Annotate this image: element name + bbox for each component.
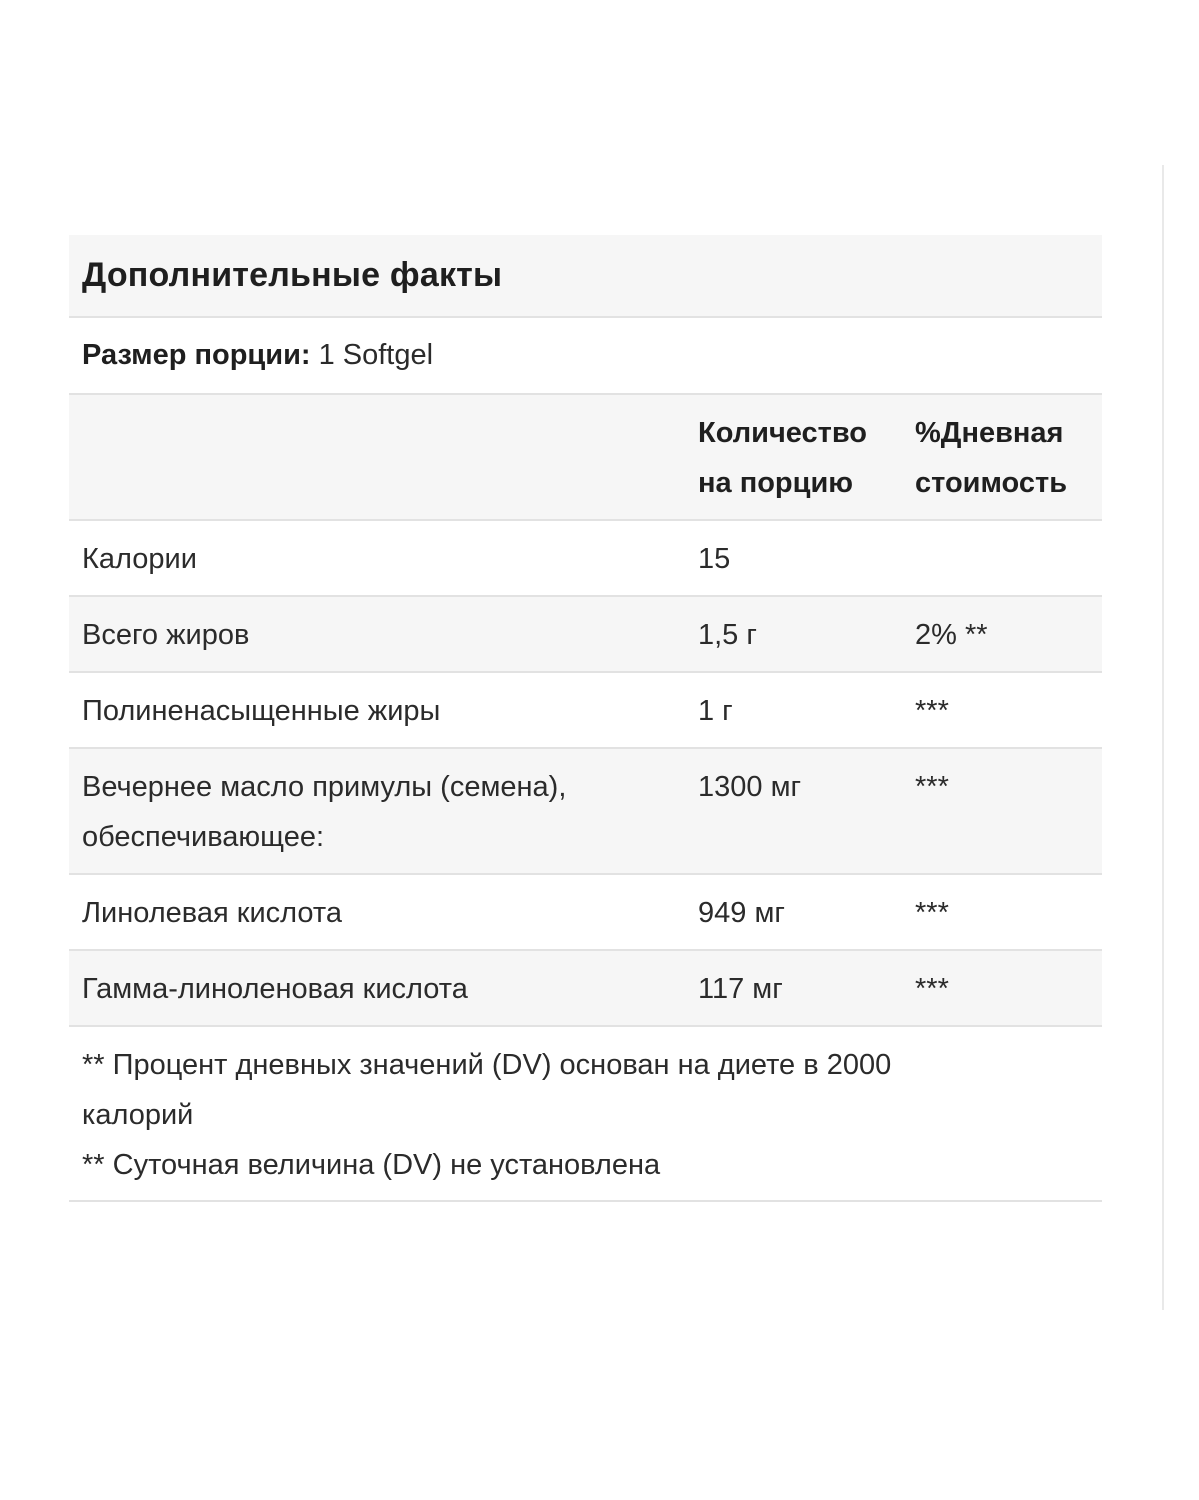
serving-size-value: 1 Softgel xyxy=(318,339,434,371)
row-name: Полиненасыщенные жиры xyxy=(82,695,441,727)
serving-size-label: Размер порции: xyxy=(82,339,311,371)
row-name: Линолевая кислота xyxy=(82,897,342,929)
header-amount-cell xyxy=(685,408,902,519)
footnote-dv-not-established: ** Суточная величина (DV) не установлена xyxy=(82,1149,661,1181)
table-row-linoleic-acid xyxy=(69,875,1102,951)
right-divider xyxy=(1162,165,1164,1310)
row-amount: 949 мг xyxy=(698,897,785,929)
row-name-line2: обеспечивающее: xyxy=(82,821,325,853)
serving-size xyxy=(69,318,1102,395)
header-name-cell xyxy=(69,408,685,519)
facts-title: Дополнительные факты xyxy=(82,256,503,294)
row-name xyxy=(69,762,685,873)
row-dv: 2% ** xyxy=(915,619,988,651)
row-name: Всего жиров xyxy=(82,619,250,651)
row-name: Гамма-линоленовая кислота xyxy=(82,973,468,1005)
table-row-polyunsaturated-fat xyxy=(69,673,1102,749)
table-row-calories xyxy=(69,521,1102,597)
supplement-facts-panel xyxy=(69,235,1102,1202)
header-amount-line2: на порцию xyxy=(698,467,854,499)
footnote-daily-value-basis: ** Процент дневных значений (DV) основан на диете в 2000 калорий xyxy=(82,1049,892,1131)
footnotes xyxy=(69,1027,1102,1202)
header-dv-line1: %Дневная xyxy=(915,417,1064,449)
row-amount: 1 г xyxy=(698,695,733,727)
row-amount: 117 мг xyxy=(698,973,783,1005)
row-amount: 15 xyxy=(698,543,731,575)
row-dv xyxy=(902,534,1102,595)
table-header-row xyxy=(69,395,1102,521)
row-dv: *** xyxy=(915,897,949,929)
table-row-gamma-linolenic-acid xyxy=(69,951,1102,1027)
facts-title-bar xyxy=(69,235,1102,318)
header-amount-line1: Количество xyxy=(698,417,868,449)
row-amount: 1300 мг xyxy=(698,771,802,803)
row-name-line1: Вечернее масло примулы (семена), xyxy=(82,771,567,803)
row-dv: *** xyxy=(915,695,949,727)
row-name: Калории xyxy=(82,543,197,575)
header-dv-line2: стоимость xyxy=(915,467,1068,499)
header-dv-cell xyxy=(902,408,1102,519)
table-row-total-fat xyxy=(69,597,1102,673)
row-amount: 1,5 г xyxy=(698,619,757,651)
row-dv: *** xyxy=(915,973,949,1005)
row-dv: *** xyxy=(915,771,949,803)
table-row-evening-primrose-oil xyxy=(69,749,1102,875)
